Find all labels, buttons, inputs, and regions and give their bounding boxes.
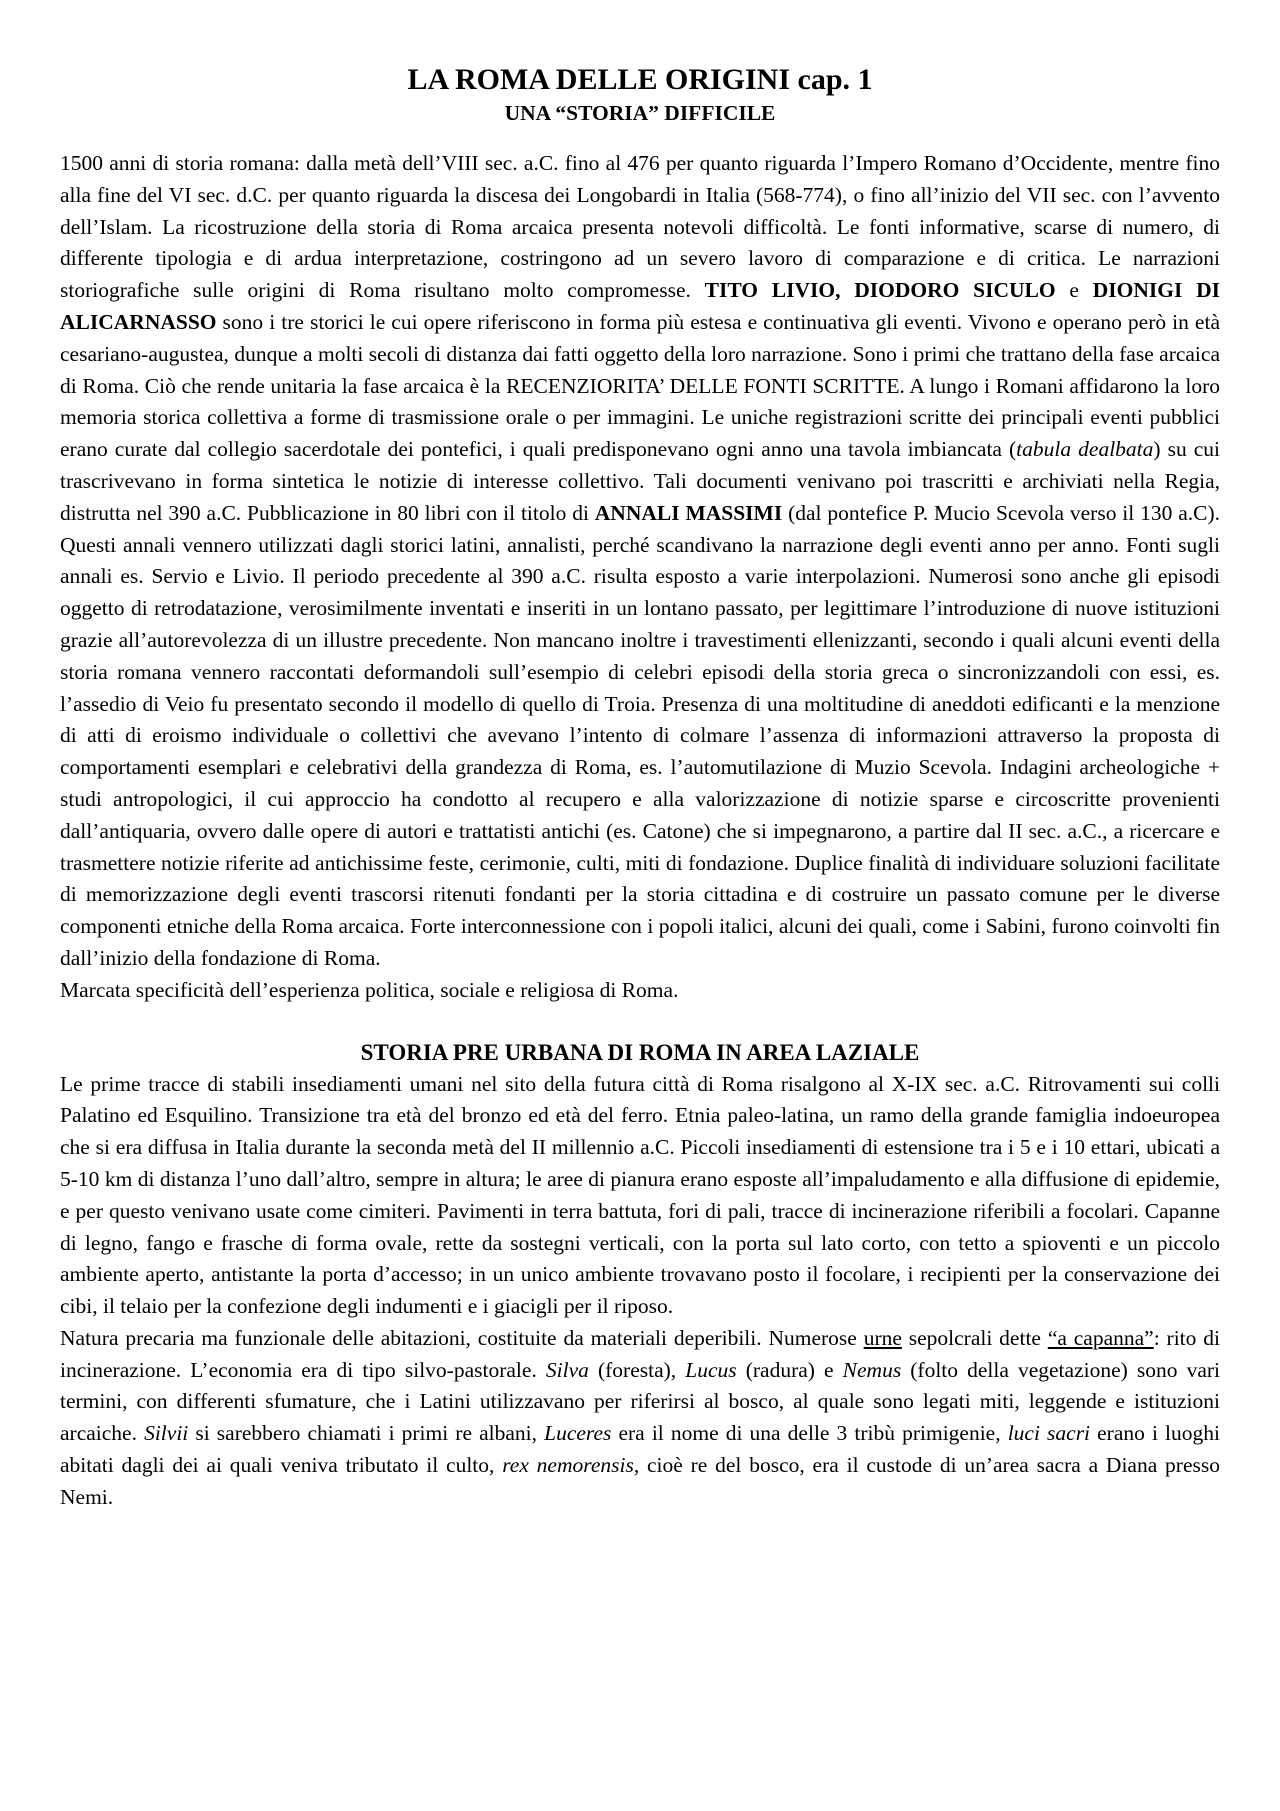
- p2-text-9: erano i luoghi abitati dagli dei ai quali veniva tributato il culto,: [60, 1421, 1220, 1478]
- p2-text-5: (radura) e: [736, 1357, 843, 1382]
- intro-closing-line: Marcata specificità dell’esperienza politica, sociale e religiosa di Roma.: [60, 977, 679, 1002]
- p2-text-10: , cioè re del bosco, era il custode di un’area sacra a Diana presso Nemi.: [60, 1453, 1220, 1509]
- intro-bold-dionigi: DIONIGI DI ALICARNASSO: [60, 278, 1221, 334]
- p2-underline-capanna: “a capanna”: [1047, 1325, 1154, 1350]
- p2-text-2: sepolcrali dette: [901, 1325, 1048, 1350]
- intro-text-5: (dal pontefice P. Mucio Scevola verso il 130 a.C). Questi annali vennero utilizzati dagli storici latini, annalisti, perché scandivano la narrazione degli eventi anno per anno. Fonti sugli annali es. Servio e Livio. Il periodo precedente al 390 a.C. risulta esposto a varie interpolazioni. Numerosi sono anche gli episodi oggetto di retrodatazione, verosimilmente inventati e inseriti in un lontano passato, per legittimare l’introduzione di nuove istituzioni grazie all’autorevolezza di un illustre precedente. Non mancano inoltre i travestimenti ellenizzanti, secondo i quali alcuni eventi della storia romana vennero raccontati deformandoli sull’esempio di celebri episodi della storia greca o sincronizzandoli con essi, es. l’assedio di Veio fu presentato secondo il modello di quello di Troia. Presenza di una moltitudine di aneddoti edificanti e la menzione di atti di eroismo individuale o collettivi che avevano l’intento di colmare l’assenza di informazioni attraverso la proposta di comportamenti esemplari e celebrativi della grandezza di Roma, es. l’automutilazione di Muzio Scevola. Indagini archeologiche + studi antropologici, il cui approccio ha condotto al recupero e alla valorizzazione di notizie sparse e circoscritte provenienti dall’antiquaria, ovvero dalle opere di autori e trattatisti antichi (es. Catone) che si impegnarono, a partire dal II sec. a.C., a ricercare e trasmettere notizie riferite ad antichissime feste, cerimonie, culti, miti di fondazione. Duplice finalità di individuare soluzioni facilitate di memorizzazione degli eventi trascorsi ritenuti fondanti per la storia cittadina e di costruire un passato comune per le diverse componenti etniche della Roma arcaica. Forte interconnessione con i popoli italici, alcuni dei quali, come i Sabini, furono coinvolti fin dall’inizio della fondazione di Roma.: [60, 500, 1220, 970]
- p2-italic-nemus: Nemus: [842, 1357, 902, 1382]
- section-paragraph-1: Le prime tracce di stabili insediamenti umani nel sito della futura città di Roma risalgono al X-IX sec. a.C. Ritrovamenti sui colli Palatino ed Esquilino. Transizione tra età del bronzo ed età del ferro. Etnia paleo-latina, un ramo della grande famiglia indoeuropea che si era diffusa in Italia durante la seconda metà del II millennio a.C. Piccoli insediamenti di estensione tra i 5 e i 10 ettari, ubicati a 5-10 km di distanza l’uno dall’altro, sempre in altura; le aree di pianura erano esposte all’impaludamento e alla diffusione di epidemie, e per questo venivano usate come cimiteri. Pavimenti in terra battuta, fori di pali, tracce di incinerazione riferibili a focolari. Capanne di legno, fango e frasche di forma ovale, rette da sostegni verticali, con la porta sul lato corto, con tetto a spioventi e un piccolo ambiente aperto, antistante la porta d’accesso; in un unico ambiente trovavano posto il focolare, i recipienti per la conservazione dei cibi, il telaio per la confezione degli indumenti e i giacigli per il riposo.: [60, 1071, 1220, 1319]
- document-title: LA ROMA DELLE ORIGINI cap. 1: [407, 63, 873, 96]
- intro-paragraph: [60, 148, 1220, 975]
- p2-italic-luceres: Luceres: [544, 1421, 612, 1446]
- intro-text-2: e: [1055, 278, 1093, 303]
- section-paragraph-2: [60, 1323, 1220, 1514]
- p2-italic-rex-nemorensis: rex nemorensis: [502, 1453, 634, 1478]
- intro-text-1: 1500 anni di storia romana: dalla metà dell’VIII sec. a.C. fino al 476 per quanto riguarda l’Impero Romano d’Occidente, mentre fino alla fine del VI sec. d.C. per quanto riguarda la discesa dei Longobardi in Italia (568-774), o fino all’inizio del VII sec. con l’avvento dell’Islam. La ricostruzione della storia di Roma arcaica presenta notevoli difficoltà. Le fonti informative, scarse di numero, di differente tipologia e di ardua interpretazione, costringono ad un severo lavoro di comparazione e di critica. Le narrazioni storiografiche sulle origini di Roma risultano molto compromesse.: [60, 151, 1220, 303]
- intro-bold-annali: ANNALI MASSIMI: [594, 500, 783, 525]
- p2-italic-silva: Silva: [545, 1357, 589, 1382]
- p2-italic-silvii: Silvii: [144, 1421, 189, 1446]
- p2-text-4: (foresta),: [588, 1357, 686, 1382]
- p2-text-3: : rito di incinerazione. L’economia era di tipo silvo-pastorale.: [60, 1325, 1220, 1382]
- p2-text-6: (folto della vegetazione) sono vari termini, con differenti sfumature, che i Latini utilizzavano per riferirsi al bosco, al quale sono legati miti, leggende e istituzioni arcaiche.: [60, 1357, 1220, 1446]
- intro-italic-tabula: tabula dealbata: [1016, 437, 1154, 462]
- intro-text-4: ) su cui trascrivevano in forma sintetica le notizie di interesse collettivo. Tali documenti venivano poi trascritti e archiviati nella Regia, distrutta nel 390 a.C. Pubblicazione in 80 libri con il titolo di: [60, 437, 1220, 525]
- p2-underline-urne: urne: [863, 1325, 902, 1350]
- p2-italic-lucus: Lucus: [685, 1357, 737, 1382]
- p2-text-7: si sarebbero chiamati i primi re albani,: [188, 1421, 545, 1446]
- intro-bold-livio-diodoro: TITO LIVIO, DIODORO SICULO: [704, 278, 1056, 303]
- document-subtitle: UNA “STORIA” DIFFICILE: [504, 101, 776, 125]
- p2-text-8: era il nome di una delle 3 tribù primigenie,: [611, 1421, 1008, 1446]
- intro-text-3: sono i tre storici le cui opere riferiscono in forma più estesa e continuativa gli eventi. Vivono e operano però in età cesariano-augustea, dunque a molti secoli di distanza dai fatti oggetto della loro narrazione. Sono i primi che trattano della fase arcaica di Roma. Ciò che rende unitaria la fase arcaica è la RECENZIORITA’ DELLE FONTI SCRITTE. A lungo i Romani affidarono la loro memoria storica collettiva a forme di trasmissione orale o per immagini. Le uniche registrazioni scritte dei principali eventi pubblici erano curate dal collegio sacerdotale dei pontefici, i quali predisponevano ogni anno una tavola imbiancata (: [60, 309, 1220, 462]
- p2-text-1: Natura precaria ma funzionale delle abitazioni, costituite da materiali deperibili. Numerose: [60, 1325, 864, 1350]
- p2-italic-luci-sacri: luci sacri: [1007, 1421, 1091, 1446]
- section-title: STORIA PRE URBANA DI ROMA IN AREA LAZIALE: [360, 1039, 920, 1065]
